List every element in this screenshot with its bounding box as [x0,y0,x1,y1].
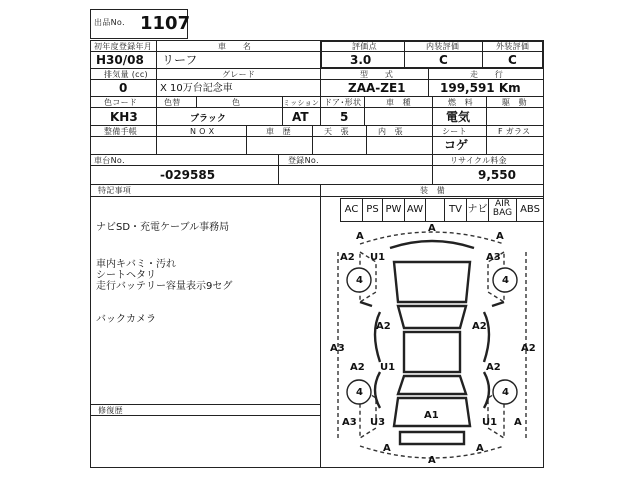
damage-code: A1 [424,410,439,421]
model-value: ZAA-ZE1 [348,81,406,95]
damage-code: A3 [342,417,357,428]
seat-label: シート [442,127,467,136]
exterior-grade-label: 外装評価 [496,42,530,51]
damage-code: A [356,231,364,242]
equipment-aw: AW [406,204,424,215]
damage-code: A [496,231,504,242]
score-value: 3.0 [350,53,372,67]
equipment-airbag: AIR BAG [492,199,513,218]
equipment-ps: PS [366,204,379,215]
interior-grade-value: C [439,53,448,67]
damage-code: 4 [502,387,509,398]
equipment-pw: PW [385,204,402,215]
mileage-label: 走 行 [470,70,504,79]
lot-number-label: 出品No． [94,18,131,27]
grade-label: グレード [222,70,256,79]
damage-code: A2 [521,343,536,354]
fuel-value: 電気 [446,110,471,124]
history-label: 車 歴 [266,127,291,136]
notes-title: 特記事項 [98,186,132,195]
damage-code: U1 [482,417,498,428]
damage-code: A3 [330,343,345,354]
score-label: 評価点 [352,42,377,51]
damage-code: A2 [472,321,487,332]
inner-lining-label: 内 張 [378,127,403,136]
car-name-label: 車 名 [218,42,252,51]
color-code-value: KH3 [110,110,138,124]
front-glass-label: F ガラス [498,127,531,136]
model-label: 型 式 [360,70,394,79]
damage-code: U1 [370,252,386,263]
equipment-ac: AC [344,204,359,215]
equipment-title: 装 備 [420,186,445,195]
roof-lining-label: 天 張 [324,127,349,136]
color-code-label: 色コード [104,98,138,107]
doors-label: ドア･形状 [324,98,362,107]
seat-value: コゲ [444,138,469,152]
recycle-fee-label: リサイクル料金 [450,156,507,165]
equipment-tv: TV [449,204,462,215]
damage-code: A [476,443,484,454]
category-label: 車 種 [386,98,411,107]
damage-code: 4 [356,387,363,398]
displacement-label: 排気量 (cc) [104,70,148,79]
damage-code: U3 [370,417,386,428]
lot-number: 1107 [140,13,191,34]
damage-code: 4 [356,275,363,286]
chassis-value: -029585 [160,168,216,182]
recycle-fee-value: 9,550 [478,168,516,182]
reg-date-value: H30/08 [96,53,144,67]
damage-code: A [428,223,436,234]
chassis-label: 車台No． [94,156,131,165]
damage-code: A [428,455,436,466]
mileage-value: 199,591 Km [440,81,521,95]
damage-code: A2 [376,321,391,332]
damage-code: A3 [486,252,501,263]
exterior-grade-value: C [508,53,517,67]
damage-code: A [383,443,391,454]
note-line: 走行バッテリー容量表示9セグ [96,281,233,292]
color-change-label: 色替 [164,98,181,107]
interior-grade-label: 内装評価 [426,42,460,51]
damage-code: A2 [486,362,501,373]
fuel-label: 燃 料 [448,98,473,107]
car-name-value: リーフ [162,53,198,67]
registration-no-label: 登録No． [288,156,325,165]
damage-code: A [514,417,522,428]
note-line: 車内キバミ・汚れ [96,259,176,270]
note-line: ナビSD・充電ケーブル事務局 [96,222,230,233]
reg-date-label: 初年度登録年月 [94,42,153,51]
mission-label: ミッション [283,99,320,107]
repair-history-label: 修復歴 [98,406,123,415]
color-label: 色 [232,98,241,107]
mission-value: AT [292,110,309,124]
damage-code: A2 [350,362,365,373]
displacement-value: 0 [119,81,128,95]
drive-label: 駆 動 [502,98,527,107]
equipment-abs: ABS [520,204,540,215]
damage-code: A2 [340,252,355,263]
damage-code: 4 [502,275,509,286]
note-line: シートヘタリ [96,270,156,281]
note-line: バックカメラ [96,314,156,325]
grade-value: X 10万台記念車 [160,83,233,94]
equipment-navi: ナビ [467,204,488,215]
damage-code: U1 [380,362,396,373]
nox-label: N O X [190,127,215,136]
doors-value: 5 [340,110,349,124]
color-value: ブラック [190,114,226,124]
maintenance-label: 整備手帳 [104,127,138,136]
